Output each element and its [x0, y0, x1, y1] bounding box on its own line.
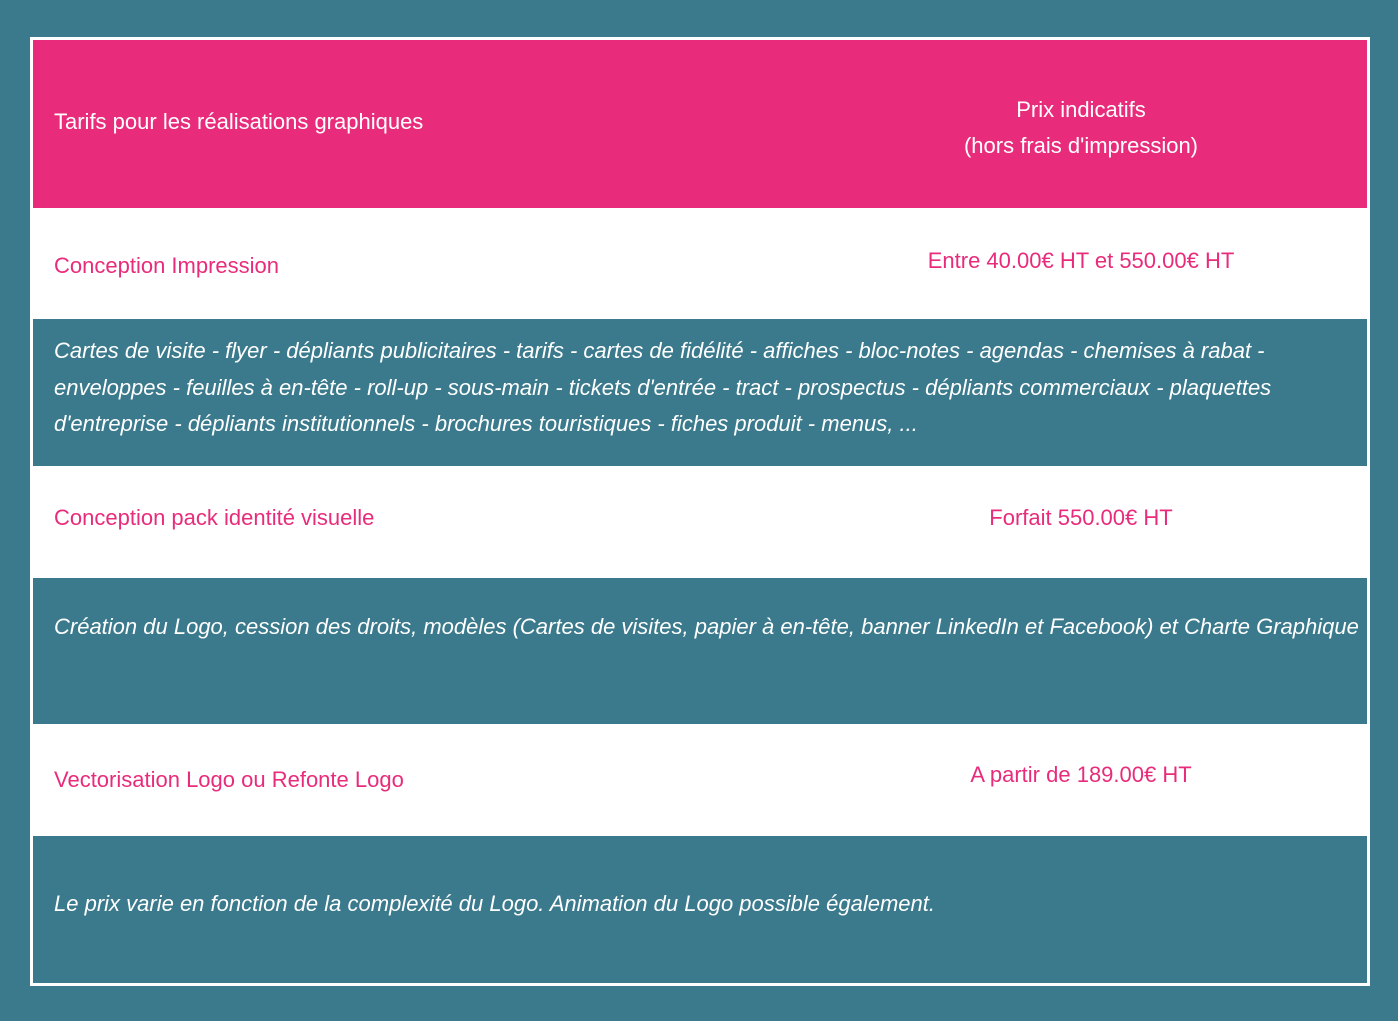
service-description-row-identite — [33, 578, 1367, 724]
table-header — [33, 40, 1367, 208]
service-price: Forfait 550.00€ HT — [989, 505, 1173, 530]
service-description: Le prix varie en fonction de la complexité du Logo. Animation du Logo possible également. — [54, 891, 935, 916]
service-description-row-impression — [33, 319, 1367, 466]
header-title: Tarifs pour les réalisations graphiques — [54, 109, 424, 134]
service-label: Conception pack identité visuelle — [54, 505, 375, 530]
service-row-identite — [33, 466, 1367, 578]
service-description: Création du Logo, cession des droits, modèles (Cartes de visites, papier à en-tête, banner LinkedIn et Facebook) et Charte Graphique — [54, 614, 1359, 639]
service-price: Entre 40.00€ HT et 550.00€ HT — [927, 248, 1235, 273]
pricing-table — [30, 37, 1370, 986]
header-price-line2: (hors frais d'impression) — [963, 133, 1199, 158]
service-row-impression — [33, 208, 1367, 319]
service-label: Conception Impression — [54, 253, 280, 278]
header-price-line1: Prix indicatifs — [1016, 97, 1146, 122]
service-description-row-logo — [33, 836, 1367, 983]
service-price: A partir de 189.00€ HT — [970, 762, 1192, 787]
service-description: Cartes de visite - flyer - dépliants publicitaires - tarifs - cartes de fidélité - affiches - bloc-notes - agendas - chemises à rabat - enveloppes - feuilles à en-tête - roll-up - sous-main - tickets d'entrée - tract - prospectus - dépliants commerciaux - plaquettes d'entreprise - dépliants institutionnels - brochures touristiques - fiches produit - menus, ... — [54, 338, 1272, 436]
service-label: Vectorisation Logo ou Refonte Logo — [54, 767, 404, 792]
service-row-logo — [33, 724, 1367, 836]
header-price-column — [881, 92, 1281, 164]
